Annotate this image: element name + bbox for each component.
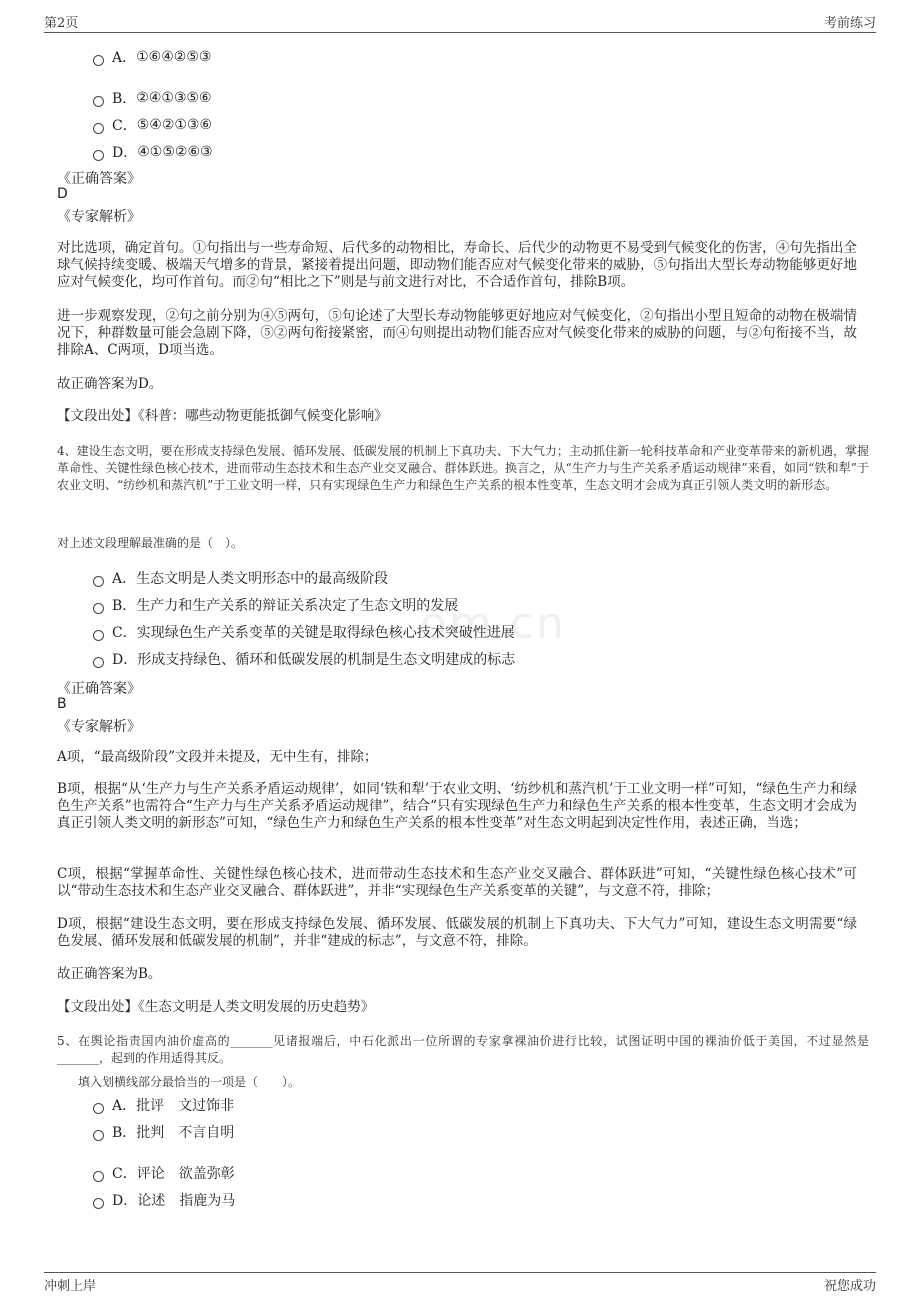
q4-analysis-c: C项，根据“掌握革命性、关键性绿色核心技术，进而带动生态技术和生态产业交叉融合、群体跃进”可知，“关键性绿色核心技术”可以“带动生态技术和生态产业交叉融合、群体跃进”，并非“实现绿色生产关系变革的关键”，与文意不符，排除；: [57, 866, 857, 899]
q3-analysis-p1: 对比选项，确定首句。①句指出与一些寿命短、后代多的动物相比，寿命长、后代少的动物更不易受到气候变化的伤害，④句先指出全球气候持续变暖、极端天气增多的背景，紧接着提出问题，即动物们能否应对气候变化带来的威胁，⑤句指出大型长寿动物能够更好地应对气候变化，均可作首句。而②句“相比之下”则是与前文进行对比，不合适作首句，排除B项。: [57, 240, 857, 290]
q4-analysis-label: 《专家解析》: [57, 719, 141, 735]
q5-option-d[interactable]: D． 论述 指鹿为马: [93, 1190, 235, 1210]
q3-answer: D: [57, 186, 68, 202]
q3-analysis-p3: 故正确答案为D。: [57, 376, 163, 392]
radio-icon[interactable]: [93, 1171, 104, 1182]
page-number: 第2页: [44, 16, 79, 31]
q3-analysis-label: 《专家解析》: [57, 209, 141, 225]
footer-left: 冲刺上岸: [44, 1279, 97, 1294]
q5-stem: 5、在舆论指责国内油价虚高的_______见诸报端后，中石化派出一位所谓的专家拿裸油价进行比较，试图证明中国的裸油价低于美国，不过显然是_______，起到的作用适得其反。: [57, 1034, 869, 1065]
page-header: [44, 12, 876, 33]
q4-option-b[interactable]: B． 生产力和生产关系的辩证关系决定了生态文明的发展: [93, 595, 458, 615]
watermark: om.cn: [420, 598, 566, 649]
q4-analysis-b: B项，根据“从‘生产力与生产关系矛盾运动规律’，如同‘铁和犁’于农业文明、‘纺纱机和蒸汽机’于工业文明一样”可知，“绿色生产力和绿色生产关系”也需符合“生产力与生产关系矛盾运动规律”，结合“只有实现绿色生产力和绿色生产关系的根本性变革，生态文明才会成为真正引领人类文明的新形态”可知，“绿色生产力和绿色生产关系的根本性变革”对生态文明起到决定性作用，表述正确，当选；: [57, 781, 857, 831]
radio-icon[interactable]: [93, 150, 104, 161]
q4-analysis-a: A项，“最高级阶段”文段并未提及，无中生有，排除；: [57, 749, 378, 765]
q3-option-d[interactable]: D． ④①⑤②⑥③: [93, 142, 213, 162]
header-title: 考前练习: [823, 16, 876, 31]
q5-prompt: 填入划横线部分最恰当的一项是（ ）。: [78, 1075, 301, 1089]
q4-stem: 4、建设生态文明，要在形成支持绿色发展、循环发展、低碳发展的机制上下真功夫、下大气力；主动抓住新一轮科技革命和产业变革带来的新机遇，掌握革命性、关键性绿色核心技术，进而带动生态技术和生态产业交叉融合、群体跃进。换言之，从“生产力与生产关系矛盾运动规律”来看，如同“铁和犁”于农业文明、“纺纱机和蒸汽机”于工业文明一样，只有实现绿色生产力和绿色生产关系的根本性变革，生态文明才会成为真正引领人类文明的新形态。: [57, 444, 869, 492]
q3-option-a[interactable]: A． ①⑥④②⑤③: [93, 47, 211, 67]
q3-option-b[interactable]: B． ②④①③⑤⑥: [93, 88, 212, 108]
q4-analysis-conclusion: 故正确答案为B。: [57, 966, 162, 982]
radio-icon[interactable]: [93, 630, 104, 641]
footer-right: 祝您成功: [823, 1279, 876, 1294]
radio-icon[interactable]: [93, 1130, 104, 1141]
q4-option-c[interactable]: C． 实现绿色生产关系变革的关键是取得绿色核心技术突破性进展: [93, 622, 515, 642]
radio-icon[interactable]: [93, 123, 104, 134]
q4-analysis-d: D项，根据“建设生态文明，要在形成支持绿色发展、循环发展、低碳发展的机制上下真功夫、下大气力”可知，建设生态文明需要“绿色发展、循环发展和低碳发展的机制”，并非“建成的标志”，与文意不符，排除。: [57, 916, 857, 949]
q5-option-c[interactable]: C． 评论 欲盖弥彰: [93, 1163, 235, 1183]
q4-prompt: 对上述文段理解最准确的是（ ）。: [57, 536, 244, 550]
radio-icon[interactable]: [93, 657, 104, 668]
q4-answer: B: [57, 696, 67, 712]
q4-option-a[interactable]: A． 生态文明是人类文明形态中的最高级阶段: [93, 568, 388, 588]
q3-option-c[interactable]: C． ⑤④②①③⑥: [93, 115, 212, 135]
q4-source: 【文段出处】《生态文明是人类文明发展的历史趋势》: [57, 999, 375, 1015]
radio-icon[interactable]: [93, 96, 104, 107]
q3-analysis-p2: 进一步观察发现，②句之前分别为④⑤两句，⑤句论述了大型长寿动物能够更好地应对气候变化，②句指出小型且短命的动物在极端情况下，种群数量可能会急剧下降，⑤②两句衔接紧密，而④句则提出动物们能否应对气候变化带来的威胁的问题，与②句衔接不当，故排除A、C两项，D项当选。: [57, 308, 857, 358]
q4-answer-label: 《正确答案》: [57, 681, 141, 697]
q5-option-a[interactable]: A． 批评 文过饰非: [93, 1095, 234, 1115]
q4-option-d[interactable]: D． 形成支持绿色、循环和低碳发展的机制是生态文明建成的标志: [93, 649, 515, 669]
page-footer: [44, 1272, 876, 1295]
q3-answer-label: 《正确答案》: [57, 171, 141, 187]
q5-option-b[interactable]: B． 批判 不言自明: [93, 1122, 234, 1142]
q3-source: 【文段出处】《科普：哪些动物更能抵御气候变化影响》: [57, 408, 388, 424]
radio-icon[interactable]: [93, 1198, 104, 1209]
radio-icon[interactable]: [93, 603, 104, 614]
radio-icon[interactable]: [93, 1103, 104, 1114]
radio-icon[interactable]: [93, 55, 104, 66]
radio-icon[interactable]: [93, 576, 104, 587]
